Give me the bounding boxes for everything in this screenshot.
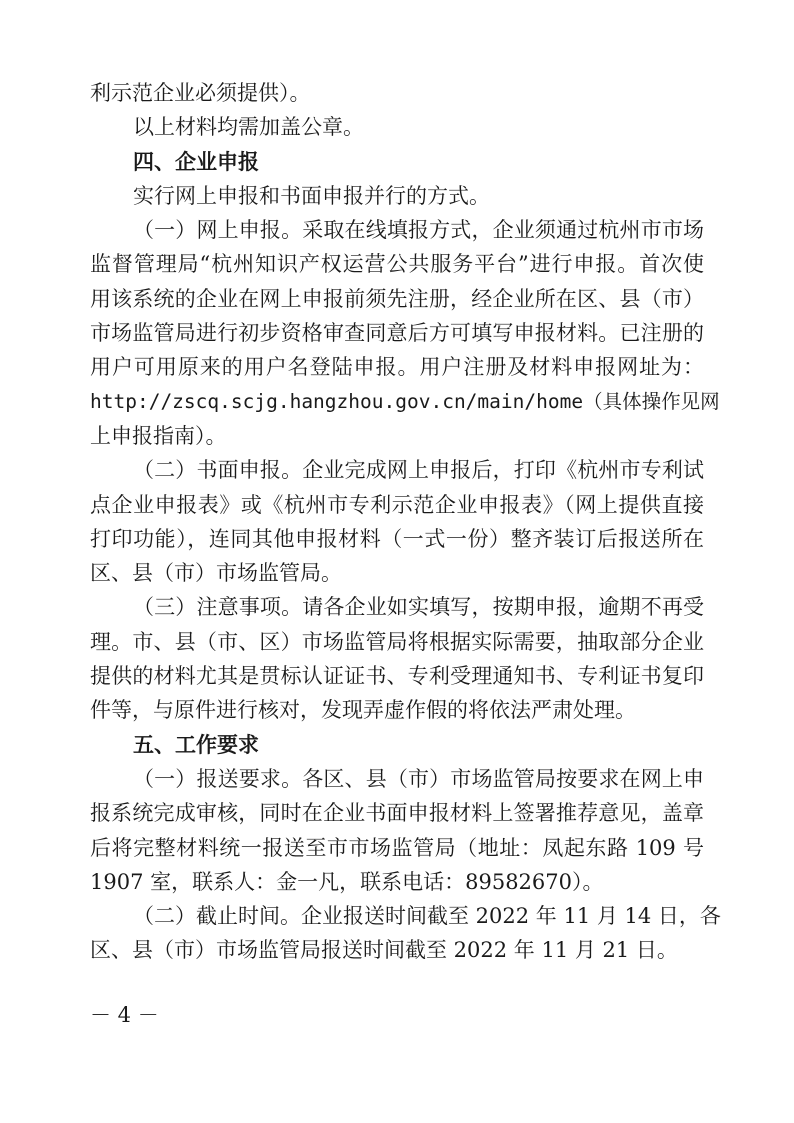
paragraph-line: 提供的材料尤其是贯标认证证书、专利受理通知书、专利证书复印	[90, 664, 704, 689]
paragraph-line: （一）报送要求。各区、县（市）市场监管局按要求在网上申	[133, 766, 704, 791]
paragraph-line: 后将完整材料统一报送至市市场监管局（地址：凤起东路 109 号	[90, 835, 704, 860]
paragraph-line: 打印功能），连同其他申报材料（一式一份）整齐装订后报送所在	[90, 526, 704, 551]
paragraph-line: （三）注意事项。请各企业如实填写，按期申报，逾期不再受	[133, 595, 704, 620]
paragraph-line: 监督管理局“杭州知识产权运营公共服务平台”进行申报。首次使	[90, 252, 704, 277]
paragraph-line: 1907 室，联系人：金一凡，联系电话：89582670）。	[90, 869, 604, 894]
paragraph-line: 用该系统的企业在网上申报前须先注册，经企业所在区、县（市）	[90, 286, 704, 311]
paragraph-line: 利示范企业必须提供）。	[90, 81, 311, 105]
section-heading: 四、企业申报	[133, 149, 259, 174]
paragraph-line: 理。市、县（市、区）市场监管局将根据实际需要，抽取部分企业	[90, 629, 704, 654]
paragraph-line: 上申报指南）。	[90, 423, 227, 448]
paragraph-line: 报系统完成审核，同时在企业书面申报材料上签署推荐意见，盖章	[90, 801, 704, 826]
paragraph-line: 点企业申报表》或《杭州市专利示范企业申报表》（网上提供直接	[90, 492, 704, 517]
paragraph-line: 件等，与原件进行核对，发现弄虚作假的将依法严肃处理。	[90, 698, 636, 723]
document-body	[90, 76, 721, 968]
paragraph-line: 以上材料均需加盖公章。	[133, 115, 364, 140]
section-heading: 五、工作要求	[133, 732, 259, 757]
paragraph-line: 市场监管局进行初步资格审查同意后方可填写申报材料。已注册的	[90, 321, 704, 346]
paragraph-line: 区、县（市）市场监管局。	[90, 561, 342, 586]
paragraph-line: （二）书面申报。企业完成网上申报后，打印《杭州市专利试	[133, 458, 704, 483]
paragraph-line: 区、县（市）市场监管局报送时间截至 2022 年 11 月 21 日。	[90, 938, 678, 963]
paragraph-line: 实行网上申报和书面申报并行的方式。	[133, 183, 490, 208]
paragraph-line: （一）网上申报。采取在线填报方式，企业须通过杭州市市场	[133, 218, 704, 243]
url-line: http://zscq.scjg.hangzhou.gov.cn/main/home（具体操作见网	[90, 389, 720, 413]
paragraph-line: （二）截止时间。企业报送时间截至 2022 年 11 月 14 日，各	[133, 904, 721, 929]
page-number: － 4 －	[90, 1003, 159, 1027]
paragraph-line: 用户可用原来的用户名登陆申报。用户注册及材料申报网址为：	[90, 355, 704, 380]
